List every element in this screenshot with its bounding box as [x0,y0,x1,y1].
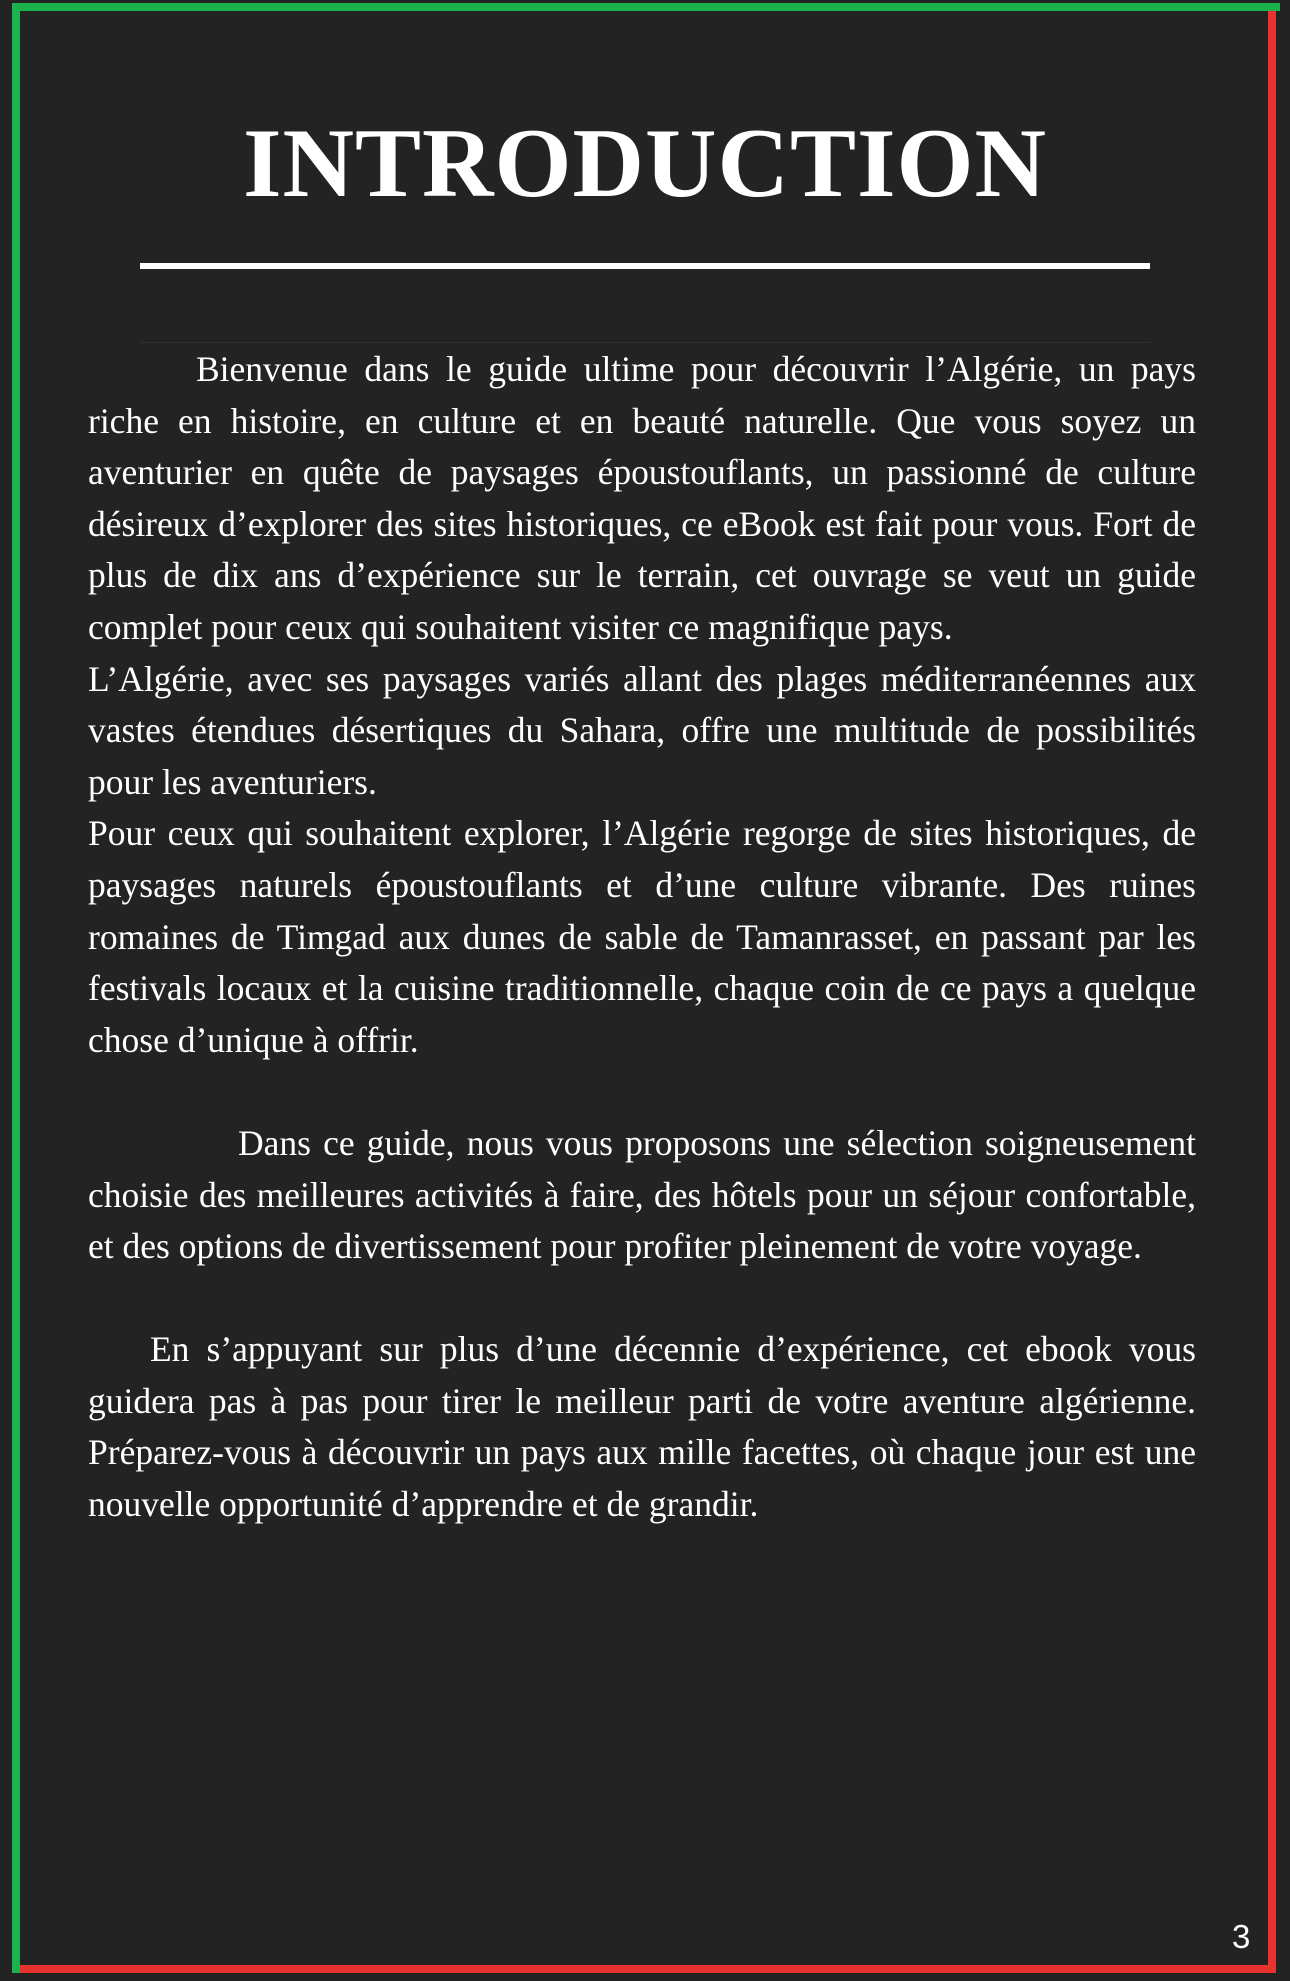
page-title: INTRODUCTION [242,109,1048,218]
paragraph-experience: En s’appuyant sur plus d’une décennie d’expérience, cet ebook vous guidera pas à pas pour tirer le meilleur parti de votre aventure algérienne. Préparez-vous à découvrir un pays aux mille facettes, où chaque jour est une nouvelle opportunité d’apprendre et de grandir. [88,1329,1196,1525]
title-underline [140,263,1150,269]
border-top-green [12,3,1280,11]
paragraph-welcome: Bienvenue dans le guide ultime pour découvrir l’Algérie, un pays riche en histoire, en culture et en beauté naturelle. Que vous soyez un aventurier en quête de paysages époustouflants, un passionné de culture désireux d’explorer des sites historiques, ce eBook est fait pour vous. Fort de plus de dix ans d’expérience sur le terrain, cet ouvrage se veut un guide complet pour ceux qui souhaitent visiter ce magnifique pays. [88,349,1196,647]
paragraph-landscapes: L’Algérie, avec ses paysages variés allant des plages méditerranéennes aux vastes étendues désertiques du Sahara, offre une multitude de possibilités pour les aventuriers. [88,658,1196,802]
intro-text [88,344,1196,1531]
paragraph-guide-selection: Dans ce guide, nous vous proposons une sélection soigneusement choisie des meilleures activités à faire, des hôtels pour un séjour confortable, et des options de divertissement pour profiter pleinement de votre voyage. [88,1122,1196,1267]
border-bottom-red [20,1965,1276,1973]
page-number: 3 [1232,1918,1251,1955]
paragraph-spacer [88,1066,1196,1118]
border-left-green [12,3,20,1973]
divider-line [140,342,1150,343]
paragraph-explore: Pour ceux qui souhaitent explorer, l’Algérie regorge de sites historiques, de paysages naturels époustouflants et d’une culture vibrante. Des ruines romaines de Timgad aux dunes de sable de Tamanrasset, en passant par les festivals locaux et la cuisine traditionnelle, chaque coin de ce pays a quelque chose d’unique à offrir. [88,813,1196,1060]
paragraph-spacer [88,1273,1196,1325]
border-right-red [1268,11,1276,1973]
